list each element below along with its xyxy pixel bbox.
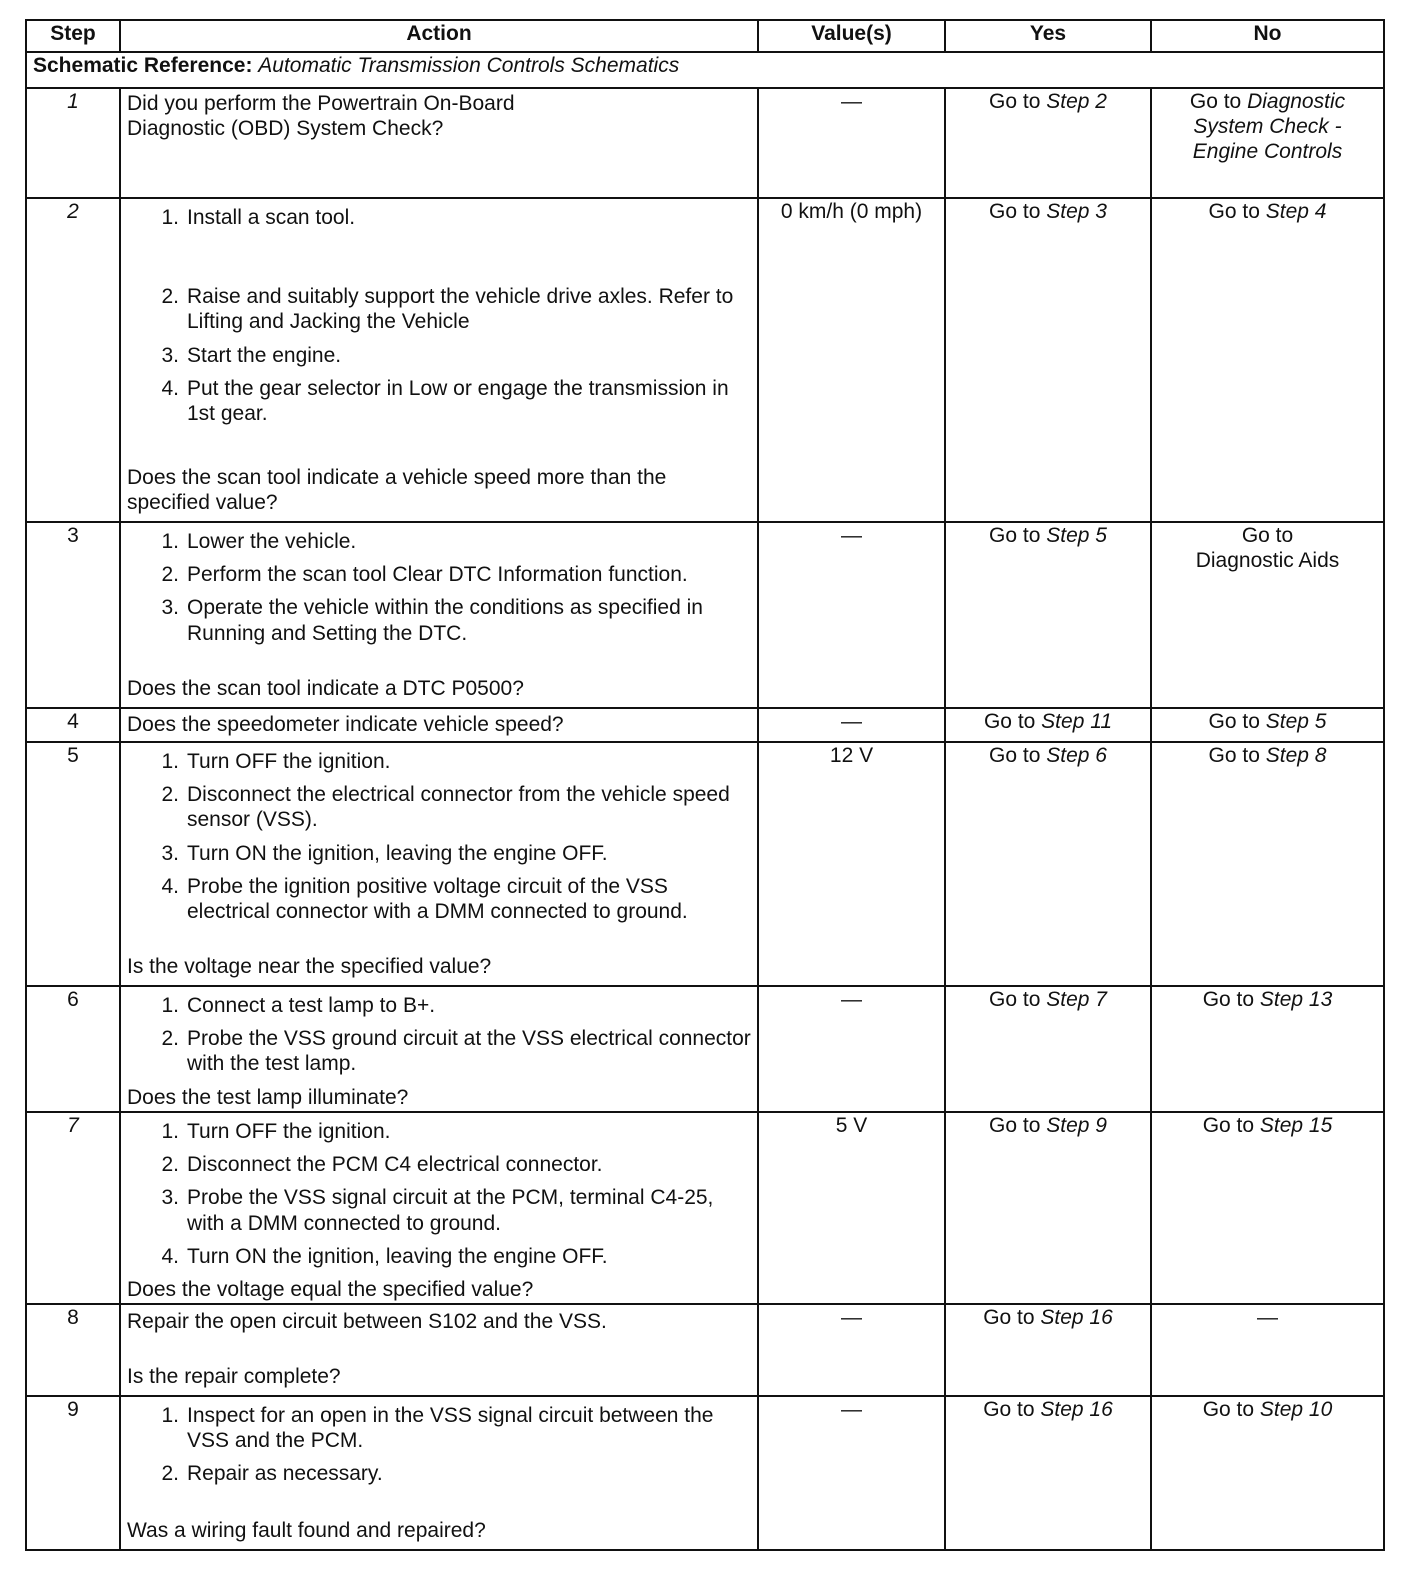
list-item: 1. Inspect for an open in the VSS signal circuit between the VSS and the PCM. xyxy=(161,1404,714,1453)
step-number: 9 xyxy=(26,1396,120,1550)
step-number: 5 xyxy=(26,742,120,986)
no-cell[interactable]: Go to Diagnostic Aids xyxy=(1151,522,1384,708)
list-item: 4. Put the gear selector in Low or engage the transmission in 1st gear. xyxy=(161,376,729,425)
action-question: Is the repair complete? xyxy=(127,1364,341,1388)
table-row xyxy=(26,708,1384,742)
action-question: Does the speedometer indicate vehicle speed? xyxy=(127,713,564,737)
no-cell: — xyxy=(1151,1304,1384,1396)
schematic-label: Schematic Reference: xyxy=(33,54,253,77)
list-item: 2. Raise and suitably support the vehicle drive axles. Refer to Lifting and Jacking the Vehicle xyxy=(161,285,734,334)
schematic-row xyxy=(26,52,1384,88)
action-cell xyxy=(120,1304,758,1396)
list-item: 1. Install a scan tool. xyxy=(161,206,356,229)
action-cell xyxy=(120,708,758,742)
action-question: Does the scan tool indicate a DTC P0500? xyxy=(127,676,524,700)
action-question: Does the voltage equal the specified value? xyxy=(127,1277,534,1301)
header-values: Value(s) xyxy=(758,20,945,52)
diagnostic-table xyxy=(25,19,1385,1551)
yes-cell[interactable]: Go to Step 11 xyxy=(945,708,1151,742)
list-item: 2. Disconnect the electrical connector from the vehicle speed sensor (VSS). xyxy=(161,783,730,832)
yes-cell[interactable]: Go to Step 5 xyxy=(945,522,1151,708)
value-cell: — xyxy=(758,88,945,198)
list-item: 3. Operate the vehicle within the conditions as specified in Running and Setting the DTC. xyxy=(161,596,703,645)
header-yes: Yes xyxy=(945,20,1151,52)
yes-cell[interactable]: Go to Step 3 xyxy=(945,198,1151,522)
table-row xyxy=(26,1396,1384,1550)
header-row xyxy=(26,20,1384,52)
schematic-link[interactable]: Automatic Transmission Controls Schematics xyxy=(258,54,680,77)
action-cell xyxy=(120,986,758,1112)
yes-cell[interactable]: Go to Step 2 xyxy=(945,88,1151,198)
list-item: 1. Turn OFF the ignition. xyxy=(161,1120,391,1143)
value-cell: — xyxy=(758,1304,945,1396)
step-number: 2 xyxy=(26,198,120,522)
no-cell[interactable]: Go to Step 13 xyxy=(1151,986,1384,1112)
action-list xyxy=(127,1401,751,1495)
no-cell[interactable]: Go to Step 4 xyxy=(1151,198,1384,522)
no-cell[interactable]: Go to Step 15 xyxy=(1151,1112,1384,1304)
no-cell[interactable]: Go to Diagnostic System Check - Engine Controls xyxy=(1151,88,1384,198)
value-cell: 0 km/h (0 mph) xyxy=(758,198,945,522)
step-number: 7 xyxy=(26,1112,120,1304)
step-number: 6 xyxy=(26,986,120,1112)
action-cell xyxy=(120,1112,758,1304)
action-cell xyxy=(120,198,758,522)
yes-cell[interactable]: Go to Step 7 xyxy=(945,986,1151,1112)
action-list xyxy=(127,203,751,434)
yes-cell[interactable]: Go to Step 6 xyxy=(945,742,1151,986)
list-item: 2. Perform the scan tool Clear DTC Information function. xyxy=(161,563,688,587)
no-cell[interactable]: Go to Step 5 xyxy=(1151,708,1384,742)
action-text: Repair the open circuit between S102 and the VSS. xyxy=(127,1310,607,1333)
header-no: No xyxy=(1151,20,1384,52)
table-row xyxy=(26,88,1384,198)
list-item: 3. Start the engine. xyxy=(161,343,342,367)
action-question: Does the test lamp illuminate? xyxy=(127,1085,409,1109)
table-row xyxy=(26,1304,1384,1396)
list-item: 3. Probe the VSS signal circuit at the PCM, terminal C4-25, with a DMM connected to ground. xyxy=(161,1186,714,1235)
action-list xyxy=(127,747,751,932)
action-cell xyxy=(120,522,758,708)
schematic-reference xyxy=(26,52,1384,88)
list-item: 1. Lower the vehicle. xyxy=(161,530,357,553)
table-row xyxy=(26,522,1384,708)
step-number: 4 xyxy=(26,708,120,742)
value-cell: — xyxy=(758,708,945,742)
table-row xyxy=(26,742,1384,986)
list-item: 1. Connect a test lamp to B+. xyxy=(161,994,436,1017)
action-cell xyxy=(120,88,758,198)
action-cell xyxy=(120,1396,758,1550)
step-number: 8 xyxy=(26,1304,120,1396)
action-question: Is the voltage near the specified value? xyxy=(127,954,492,978)
yes-cell[interactable]: Go to Step 9 xyxy=(945,1112,1151,1304)
value-cell: — xyxy=(758,522,945,708)
list-item: 2. Disconnect the PCM C4 electrical connector. xyxy=(161,1153,603,1177)
table-row xyxy=(26,198,1384,522)
list-item: 2. Probe the VSS ground circuit at the VSS electrical connector with the test lamp. xyxy=(161,1027,751,1076)
list-item: 3. Turn ON the ignition, leaving the engine OFF. xyxy=(161,841,608,865)
action-text: Did you perform the Powertrain On-Board Diagnostic (OBD) System Check? xyxy=(127,92,515,141)
value-cell: 5 V xyxy=(758,1112,945,1304)
value-cell: — xyxy=(758,1396,945,1550)
value-cell: — xyxy=(758,986,945,1112)
table-row xyxy=(26,1112,1384,1304)
no-cell[interactable]: Go to Step 10 xyxy=(1151,1396,1384,1550)
action-question: Was a wiring fault found and repaired? xyxy=(127,1518,486,1542)
yes-cell[interactable]: Go to Step 16 xyxy=(945,1396,1151,1550)
step-number: 3 xyxy=(26,522,120,708)
step-number: 1 xyxy=(26,88,120,198)
table-row xyxy=(26,986,1384,1112)
list-item: 1. Turn OFF the ignition. xyxy=(161,750,391,773)
action-list xyxy=(127,991,751,1085)
list-item: 4. Probe the ignition positive voltage circuit of the VSS electrical connector with a DMM connected to ground. xyxy=(161,874,688,923)
header-step: Step xyxy=(26,20,120,52)
list-item: 2. Repair as necessary. xyxy=(161,1462,383,1486)
value-cell: 12 V xyxy=(758,742,945,986)
action-list xyxy=(127,527,751,654)
action-cell xyxy=(120,742,758,986)
no-cell[interactable]: Go to Step 8 xyxy=(1151,742,1384,986)
action-list xyxy=(127,1117,751,1277)
list-item: 4. Turn ON the ignition, leaving the engine OFF. xyxy=(161,1244,608,1268)
header-action: Action xyxy=(120,20,758,52)
action-question: Does the scan tool indicate a vehicle speed more than the specified value? xyxy=(127,465,667,514)
yes-cell[interactable]: Go to Step 16 xyxy=(945,1304,1151,1396)
